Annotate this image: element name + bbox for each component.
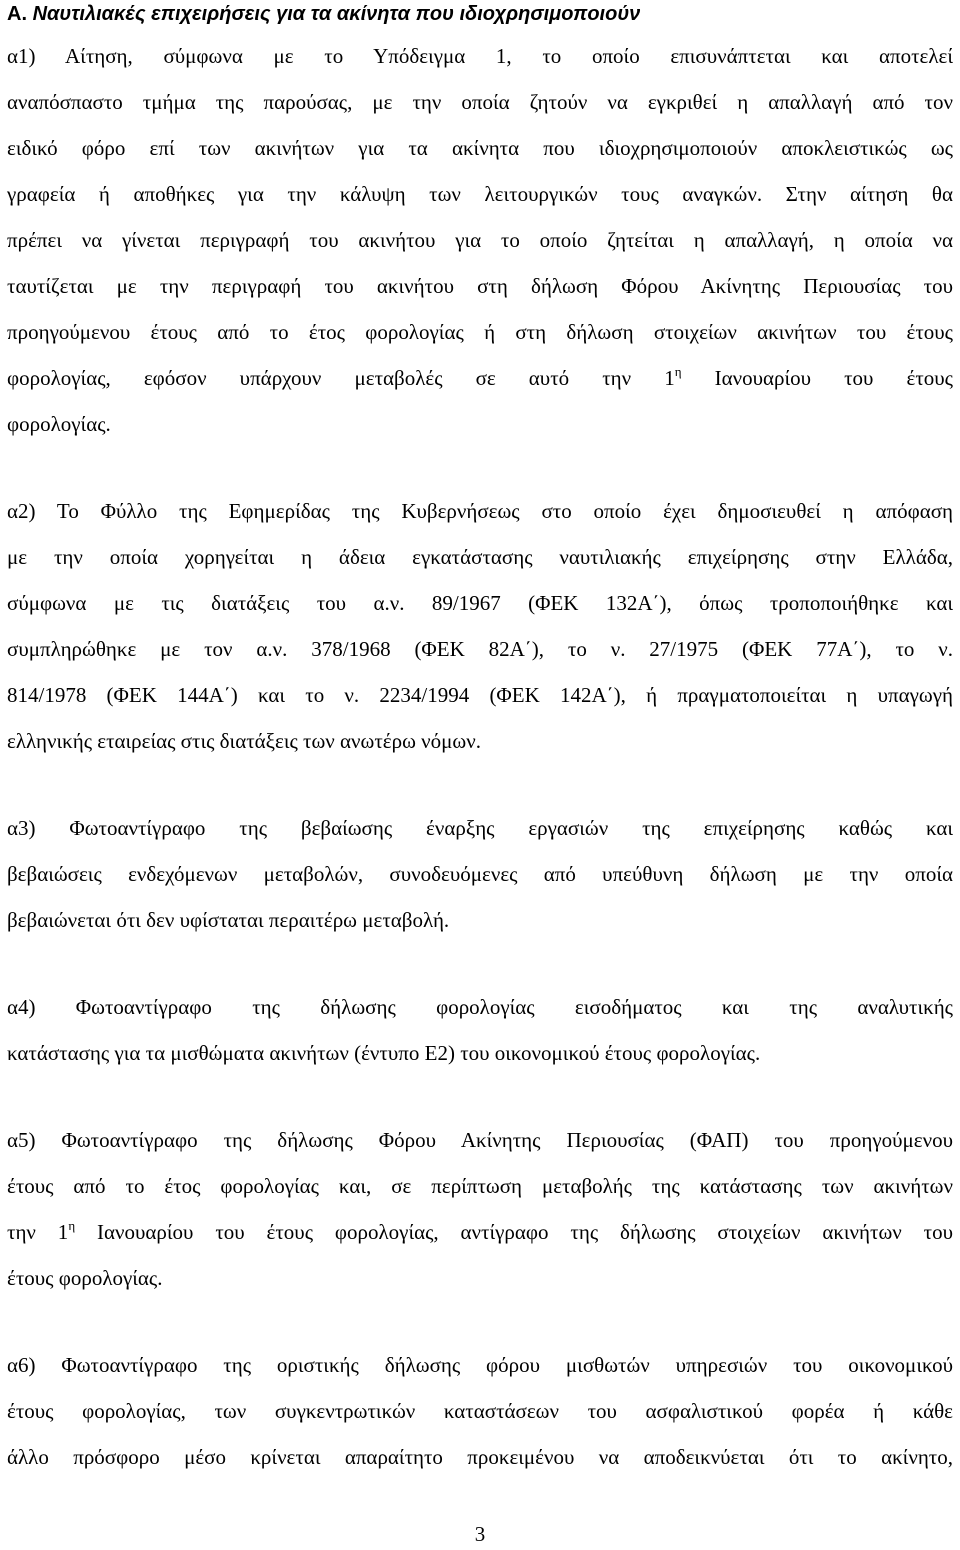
paragraph-a5 xyxy=(7,1117,953,1301)
line-text-before-superscript: την 1 xyxy=(7,1220,69,1244)
paragraph-line: προηγούμενου έτους από το έτος φορολογίας ή στη δήλωση στοιχείων ακινήτων του έτους xyxy=(7,320,953,344)
paragraph-line: α2) Το Φύλλο της Εφημερίδας της Κυβερνήσεως στο οποίο έχει δημοσιευθεί η απόφαση xyxy=(7,499,953,523)
paragraph-line: έτους από το έτος φορολογίας και, σε περίπτωση μεταβολής της κατάστασης των ακινήτων xyxy=(7,1174,953,1198)
section-heading-title: Ναυτιλιακές επιχειρήσεις για τα ακίνητα που ιδιοχρησιμοποιούν xyxy=(32,3,641,25)
paragraph-a1 xyxy=(7,33,953,447)
paragraph-a4 xyxy=(7,984,953,1076)
document-page xyxy=(7,0,953,1480)
paragraph-line: φορολογίας. xyxy=(7,412,111,436)
paragraph-line: ειδικό φόρο επί των ακινήτων για τα ακίνητα που ιδιοχρησιμοποιούν αποκλειστικώς ως xyxy=(7,136,953,160)
paragraph-line: α6) Φωτοαντίγραφο της οριστικής δήλωσης φόρου μισθωτών υπηρεσιών του οικονομικού xyxy=(7,1353,953,1377)
paragraph-a2 xyxy=(7,488,953,764)
paragraph-line-with-superscript xyxy=(7,355,953,401)
paragraph-line: α3) Φωτοαντίγραφο της βεβαίωσης έναρξης εργασιών της επιχείρησης καθώς και xyxy=(7,816,953,840)
paragraph-line: έτους φορολογίας, των συγκεντρωτικών καταστάσεων του ασφαλιστικού φορέα ή κάθε xyxy=(7,1399,953,1423)
section-heading xyxy=(7,0,953,28)
paragraph-a3 xyxy=(7,805,953,943)
paragraph-line: α1) Αίτηση, σύμφωνα με το Υπόδειγμα 1, το οποίο επισυνάπτεται και αποτελεί xyxy=(7,44,953,68)
paragraph-line: ταυτίζεται με την περιγραφή του ακινήτου στη δήλωση Φόρου Ακίνητης Περιουσίας του xyxy=(7,274,953,298)
paragraph-line: συμπληρώθηκε με τον α.ν. 378/1968 (ΦΕΚ 82Α΄), το ν. 27/1975 (ΦΕΚ 77Α΄), το ν. xyxy=(7,637,953,661)
paragraph-line: κατάστασης για τα μισθώματα ακινήτων (έντυπο Ε2) του οικονομικού έτους φορολογίας. xyxy=(7,1041,761,1065)
paragraph-line: α4) Φωτοαντίγραφο της δήλωσης φορολογίας εισοδήματος και της αναλυτικής xyxy=(7,995,953,1019)
paragraph-line: γραφεία ή αποθήκες για την κάλυψη των λειτουργικών τους αναγκών. Στην αίτηση θα xyxy=(7,182,953,206)
paragraph-line: σύμφωνα με τις διατάξεις του α.ν. 89/1967 (ΦΕΚ 132Α΄), όπως τροποποιήθηκε και xyxy=(7,591,953,615)
paragraph-line: άλλο πρόσφορο μέσο κρίνεται απαραίτητο προκειμένου να αποδεικνύεται ότι το ακίνητο, xyxy=(7,1445,953,1469)
paragraph-line: έτους φορολογίας. xyxy=(7,1266,163,1290)
ordinal-superscript: η xyxy=(674,364,682,379)
paragraph-line: 814/1978 (ΦΕΚ 144Α΄) και το ν. 2234/1994 (ΦΕΚ 142Α΄), ή πραγματοποιείται η υπαγωγή xyxy=(7,683,953,707)
ordinal-superscript: η xyxy=(68,1218,76,1233)
paragraph-line: βεβαιώσεις ενδεχόμενων μεταβολών, συνοδευόμενες από υπεύθυνη δήλωση με την οποία xyxy=(7,862,953,886)
paragraph-line: με την οποία χορηγείται η άδεια εγκατάστασης ναυτιλιακής επιχείρησης στην Ελλάδα, xyxy=(7,545,953,569)
paragraph-line: ελληνικής εταιρείας στις διατάξεις των ανωτέρω νόμων. xyxy=(7,729,481,753)
line-text-after-superscript: Ιανουαρίου του έτους φορολογίας, αντίγραφο της δήλωσης στοιχείων ακινήτων του xyxy=(97,1220,954,1244)
line-text-before-superscript: φορολογίας, εφόσον υπάρχουν μεταβολές σε αυτό την 1 xyxy=(7,366,675,390)
paragraph-line: αναπόσπαστο τμήμα της παρούσας, με την οποία ζητούν να εγκριθεί η απαλλαγή από τον xyxy=(7,90,953,114)
paragraph-line: α5) Φωτοαντίγραφο της δήλωσης Φόρου Ακίνητης Περιουσίας (ΦΑΠ) του προηγούμενου xyxy=(7,1128,953,1152)
paragraph-line: βεβαιώνεται ότι δεν υφίσταται περαιτέρω μεταβολή. xyxy=(7,908,450,932)
section-heading-prefix: Α. xyxy=(7,3,33,25)
line-text-after-superscript: Ιανουαρίου του έτους xyxy=(714,366,953,390)
paragraph-line-with-superscript xyxy=(7,1209,953,1255)
page-number: 3 xyxy=(474,1522,486,1546)
paragraph-line: πρέπει να γίνεται περιγραφή του ακινήτου για το οποίο ζητείται η απαλλαγή, η οποία να xyxy=(7,228,953,252)
paragraph-a6 xyxy=(7,1342,953,1480)
